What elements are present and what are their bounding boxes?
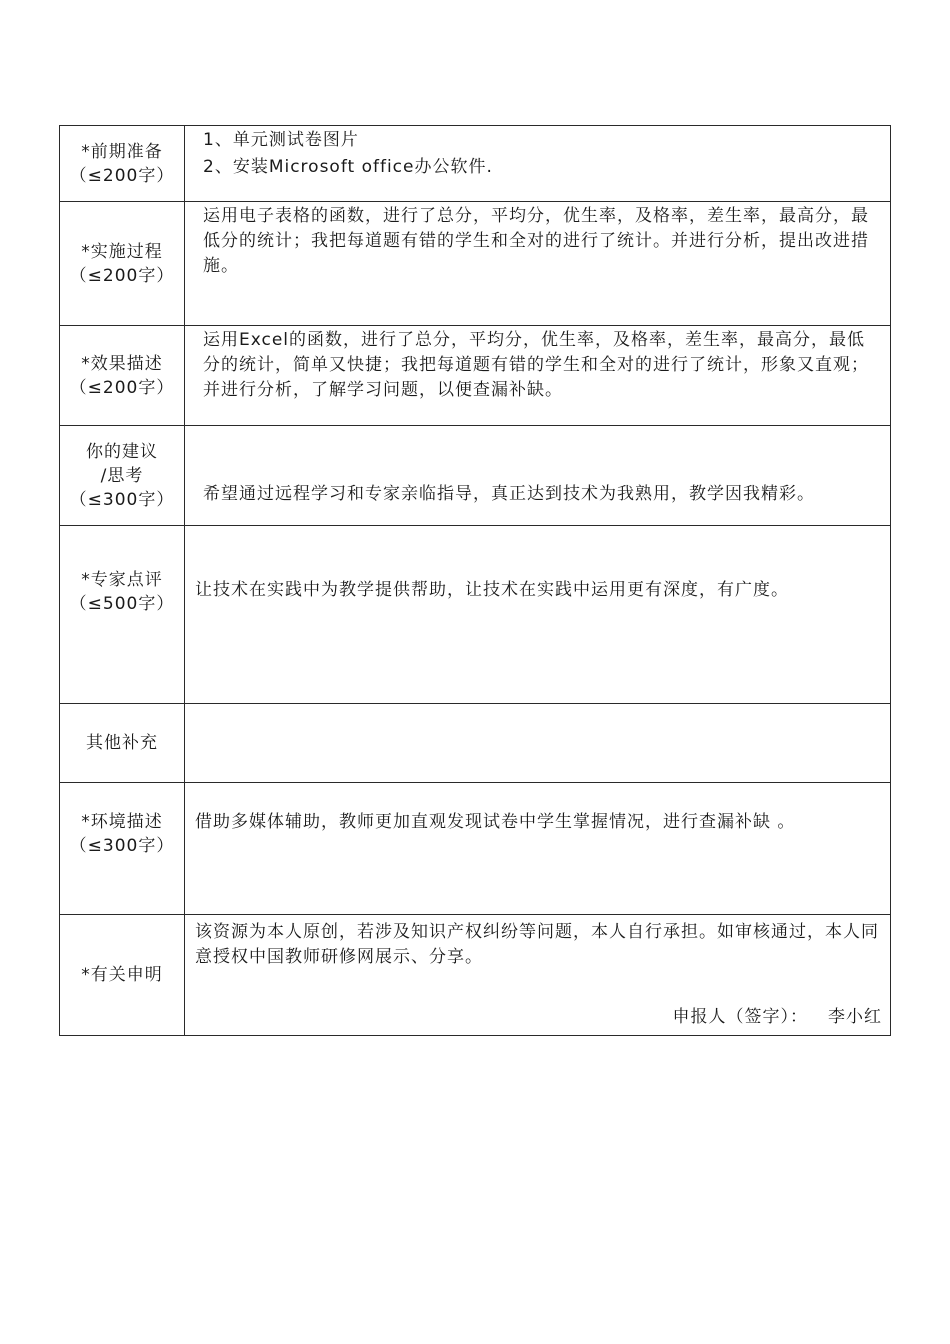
expert-limit: （≤500字） (69, 594, 175, 614)
signature-label: 申报人（签字）： (672, 1007, 808, 1027)
implementation-label: *实施过程 (81, 241, 163, 262)
row-suggestion (60, 426, 891, 526)
expert-label: *专家点评 (81, 570, 163, 590)
effect-limit: （≤200字） (69, 377, 175, 398)
other-label: 其他补充 (86, 733, 158, 753)
effect-label: *效果描述 (81, 353, 163, 374)
row-declaration (60, 915, 891, 1036)
declaration-label-cell (60, 915, 185, 1036)
implementation-text: 运用电子表格的函数，进行了总分，平均分，优生率，及格率，差生率，最高分，最低分的统计；我把每道题有错的学生和全对的进行了统计。并进行分析，提出改进措施。 (203, 206, 869, 276)
signature-name: 李小红 (828, 1007, 882, 1027)
signature-line (185, 1005, 890, 1030)
other-label-cell (60, 704, 185, 783)
preparation-limit: （≤200字） (69, 165, 175, 186)
row-preparation (60, 126, 891, 202)
environment-label: *环境描述 (81, 812, 163, 832)
expert-label-cell (60, 526, 185, 704)
suggestion-label: 你的建议 (86, 441, 158, 462)
suggestion-label-cell (60, 426, 185, 526)
effect-text: 运用Excel的函数，进行了总分，平均分，优生率，及格率，差生率，最高分，最低分的统计，简单又快捷；我把每道题有错的学生和全对的进行了统计，形象又直观；并进行分析，了解学习问题，以便查漏补缺。 (203, 330, 869, 400)
environment-text: 借助多媒体辅助，教师更加直观发现试卷中学生掌握情况，进行查漏补缺 。 (195, 812, 796, 832)
row-effect (60, 326, 891, 426)
effect-label-cell (60, 326, 185, 426)
declaration-text: 该资源为本人原创，若涉及知识产权纠纷等问题，本人自行承担。如审核通过，本人同意授权中国教师研修网展示、分享。 (195, 922, 879, 967)
preparation-label: *前期准备 (81, 141, 163, 162)
implementation-label-cell (60, 202, 185, 326)
suggestion-limit: （≤300字） (69, 489, 175, 510)
effect-content-cell (185, 326, 891, 426)
declaration-label: *有关申明 (81, 965, 163, 985)
row-other (60, 704, 891, 783)
implementation-content-cell (185, 202, 891, 326)
declaration-content-cell (185, 915, 891, 1036)
expert-text: 让技术在实践中为教学提供帮助，让技术在实践中运用更有深度，有广度。 (195, 580, 789, 600)
preparation-content-cell (185, 126, 891, 202)
row-expert-review (60, 526, 891, 704)
resource-form-table (59, 125, 891, 1036)
preparation-line-1: 1、单元测试卷图片 (203, 130, 359, 150)
preparation-label-cell (60, 126, 185, 202)
row-environment (60, 783, 891, 915)
other-content-cell (185, 704, 891, 783)
row-implementation (60, 202, 891, 326)
environment-content-cell (185, 783, 891, 915)
expert-content-cell (185, 526, 891, 704)
suggestion-content-cell (185, 426, 891, 526)
suggestion-text: 希望通过远程学习和专家亲临指导，真正达到技术为我熟用，教学因我精彩。 (203, 484, 815, 504)
preparation-line-2: 2、安装Microsoft office办公软件. (203, 157, 493, 177)
environment-limit: （≤300字） (69, 836, 175, 856)
implementation-limit: （≤200字） (69, 265, 175, 286)
suggestion-label-2: /思考 (100, 465, 144, 486)
environment-label-cell (60, 783, 185, 915)
